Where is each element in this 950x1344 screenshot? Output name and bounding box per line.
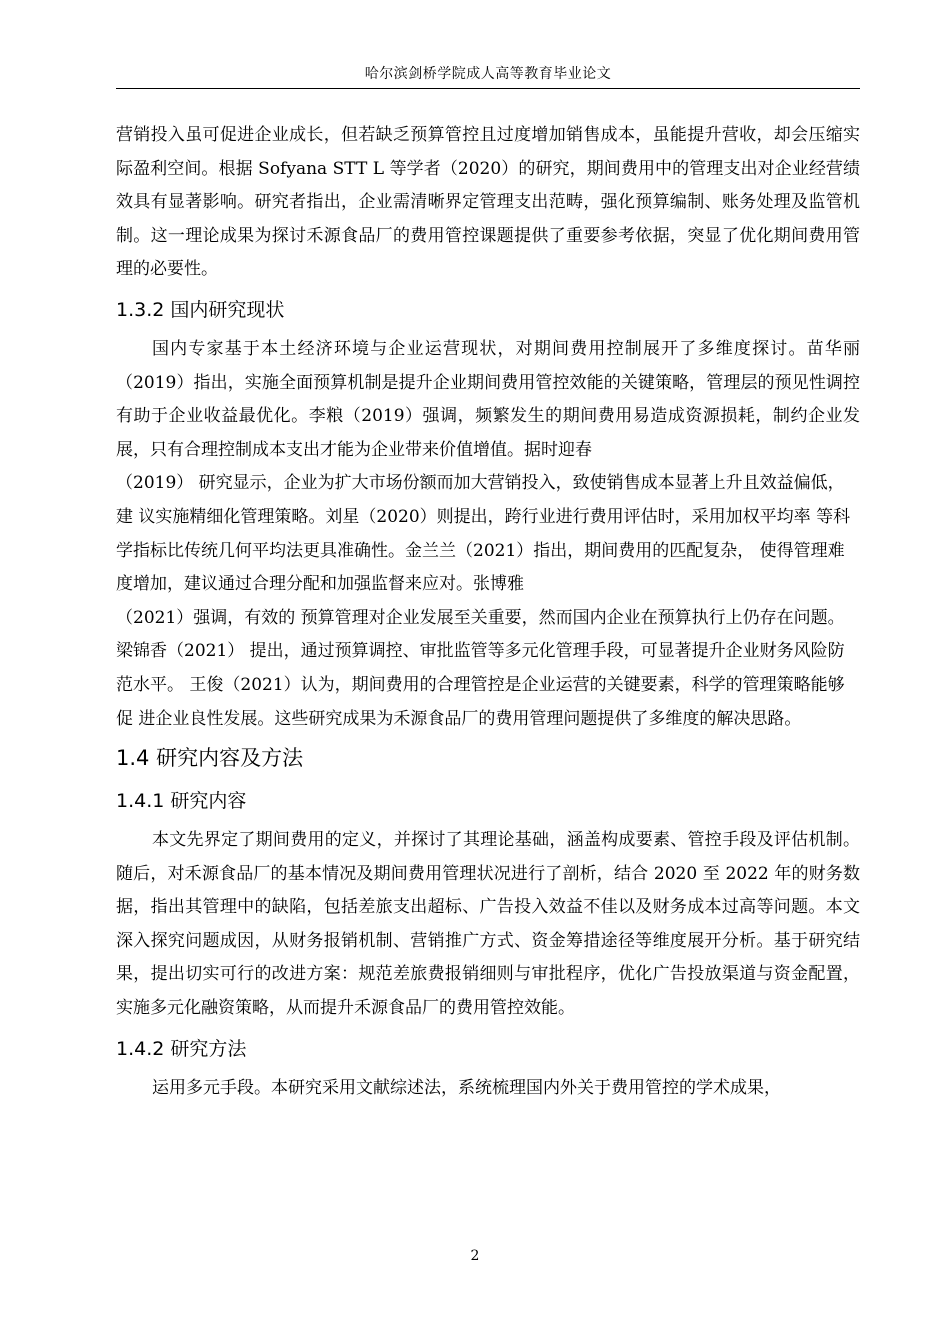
paragraph-domestic-research-cont-1: （2019） 研究显示，企业为扩大市场份额而加大营销投入，致使销售成本显著上升且效益偏低，建 议实施精细化管理策略。刘星（2020）则提出，跨行业进行费用评估时，采用加权平均率 等科学指标比传统几何平均法更具准确性。金兰兰（2021）指出，期间费用的匹配复杂， 使得管理难度增加，建议通过合理分配和加强监督来应对。张博雅 bbox=[116, 473, 851, 595]
section-heading-1-4: 1.4 研究内容及方法 bbox=[116, 746, 304, 771]
document-body bbox=[116, 119, 860, 1105]
paragraph-foreign-research-conclusion: 营销投入虽可促进企业成长，但若缺乏预算管控且过度增加销售成本，虽能提升营收，却会压缩实际盈利空间。根据 Sofyana STT L 等学者（2020）的研究，期间费用中的管理支出对企业经营绩效具有显著影响。研究者指出，企业需清晰界定管理支出范畴，强化预算编制、账务处理及监管机制。这一理论成果为探讨禾源食品厂的费用管控课题提供了重要参考依据，突显了优化期间费用管理的必要性。 bbox=[116, 125, 860, 280]
page-header bbox=[116, 60, 860, 89]
page-number: 2 bbox=[470, 1248, 480, 1264]
paragraph-domestic-research: 国内专家基于本土经济环境与企业运营现状，对期间费用控制展开了多维度探讨。苗华丽（2019）指出，实施全面预算机制是提升企业期间费用管控效能的关键策略，管理层的预见性调控有助于企业收益最优化。李粮（2019）强调，频繁发生的期间费用易造成资源损耗，制约企业发展，只有合理控制成本支出才能为企业带来价值增值。据时迎春 bbox=[116, 338, 860, 460]
paragraph-research-content: 本文先界定了期间费用的定义，并探讨了其理论基础，涵盖构成要素、管控手段及评估机制。随后，对禾源食品厂的基本情况及期间费用管理状况进行了剖析，结合 2020 至 2022 年的财务数据，指出其管理中的缺陷，包括差旅支出超标、广告投入效益不佳以及财务成本过高等问题。本文深入探究问题成因，从财务报销机制、营销推广方式、资金筹措途径等维度展开分析。基于研究结果，提出切实可行的改进方案：规范差旅费报销细则与审批程序，优化广告投放渠道与资金配置，实施多元化融资策略，从而提升禾源食品厂的费用管控效能。 bbox=[116, 830, 860, 1019]
header-title: 哈尔滨剑桥学院成人高等教育毕业论文 bbox=[364, 66, 612, 82]
paragraph-research-methods: 运用多元手段。本研究采用文献综述法，系统梳理国内外关于费用管控的学术成果， bbox=[152, 1077, 781, 1098]
section-heading-1-4-1: 1.4.1 研究内容 bbox=[116, 790, 247, 813]
paragraph-domestic-research-cont-2: （2021）强调，有效的 预算管理对企业发展至关重要，然而国内企业在预算执行上仍存在问题。梁锦香（2021） 提出，通过预算调控、审批监管等多元化管理手段，可显著提升企业财务风险防范水平。 王俊（2021）认为，期间费用的合理管控是企业运营的关键要素，科学的管理策略能够促 进企业良性发展。这些研究成果为禾源食品厂的费用管理问题提供了多维度的解决思路。 bbox=[116, 607, 845, 729]
section-heading-1-3-2: 1.3.2 国内研究现状 bbox=[116, 298, 285, 321]
section-heading-1-4-2: 1.4.2 研究方法 bbox=[116, 1037, 247, 1060]
